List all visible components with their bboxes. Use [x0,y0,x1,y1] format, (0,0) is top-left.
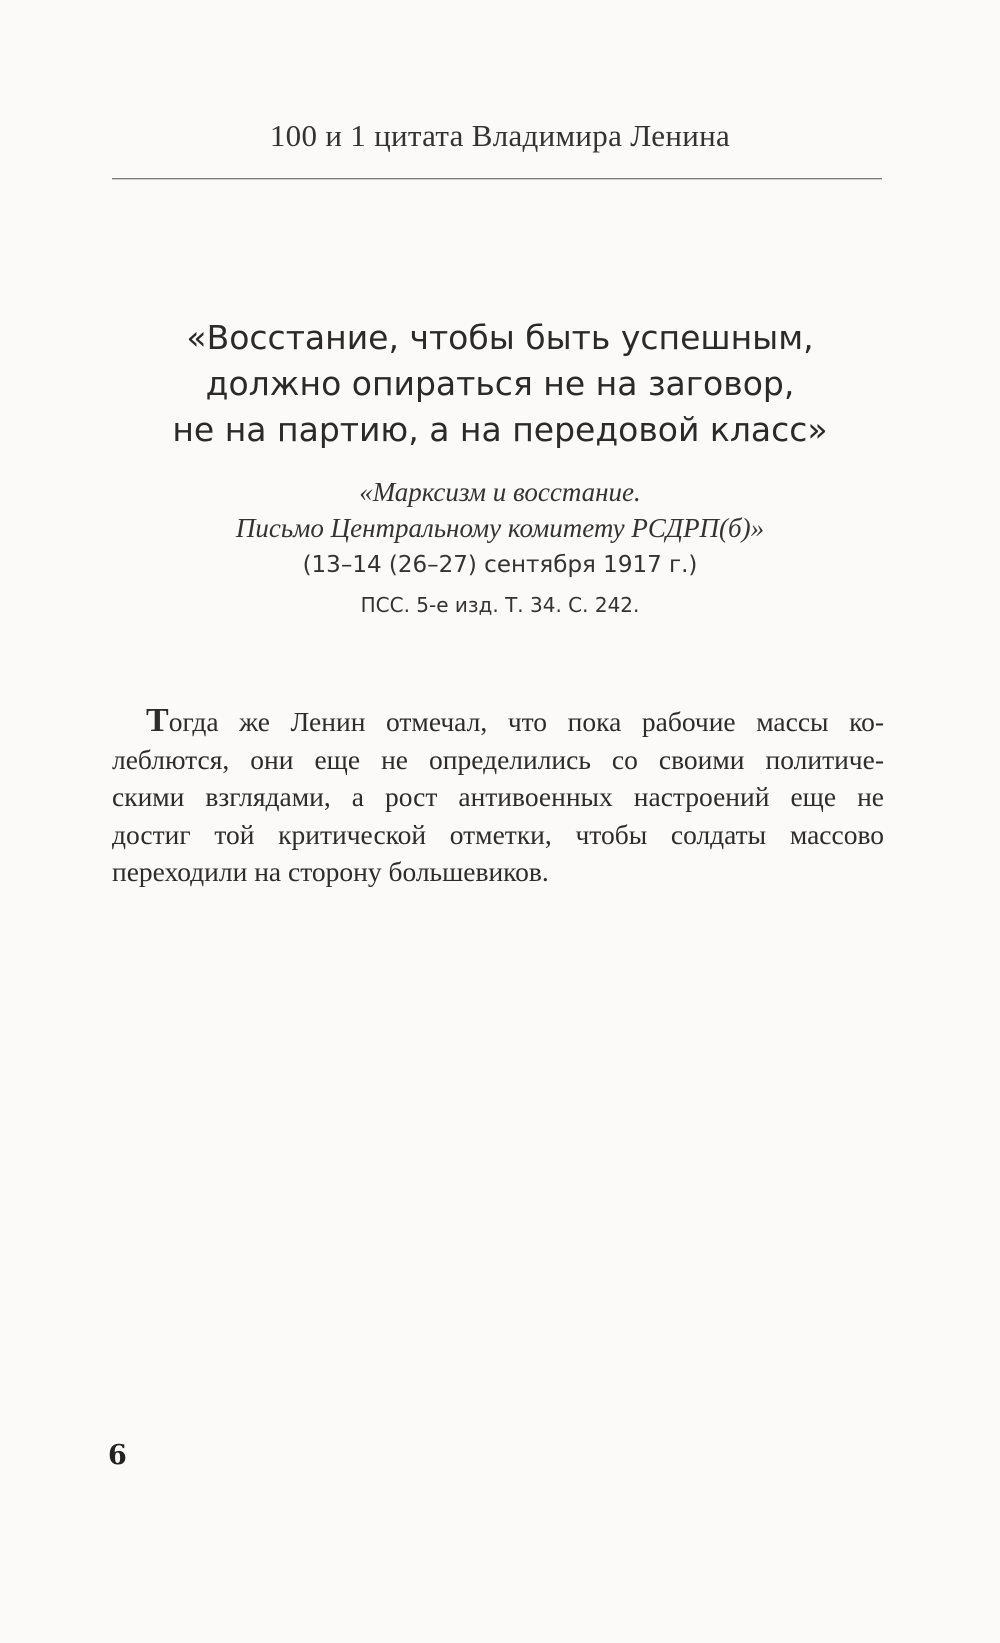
source-title-line: Письмо Центральному комитету РСДРП(б)» [235,513,765,543]
paragraph-line [112,702,884,741]
dropcap-letter: Т [146,702,169,739]
paragraph-line: переходили на сторону большевиков. [112,856,549,887]
paragraph-line: достиг той критической отметки, чтобы солдаты массово [112,818,884,850]
quote-block [100,315,900,453]
source-date: (13–14 (26–27) сентября 1917 г.) [302,552,698,578]
header-divider [112,178,882,180]
source-reference: ПСС. 5-е изд. Т. 34. С. 242. [360,593,640,617]
quote-line: «Восстание, чтобы быть успешным, [186,318,814,357]
body-paragraph [112,702,884,891]
quote-line: должно опираться не на заговор, [205,364,795,403]
paragraph-line: скими взглядами, а рост антивоенных настроений еще не [112,781,884,812]
paragraph-line-text: огда же Ленин отмечал, что пока рабочие массы ко- [168,706,884,737]
quote-line: не на партию, а на передовой класс» [172,410,828,449]
running-head-title: 100 и 1 цитата Владимира Ленина [269,118,731,153]
source-title-line: «Марксизм и восстание. [359,477,641,507]
paragraph-line: леблются, они еще не определились со своими политиче- [112,743,884,775]
source-title [100,474,900,546]
page-number: 6 [108,1440,127,1471]
